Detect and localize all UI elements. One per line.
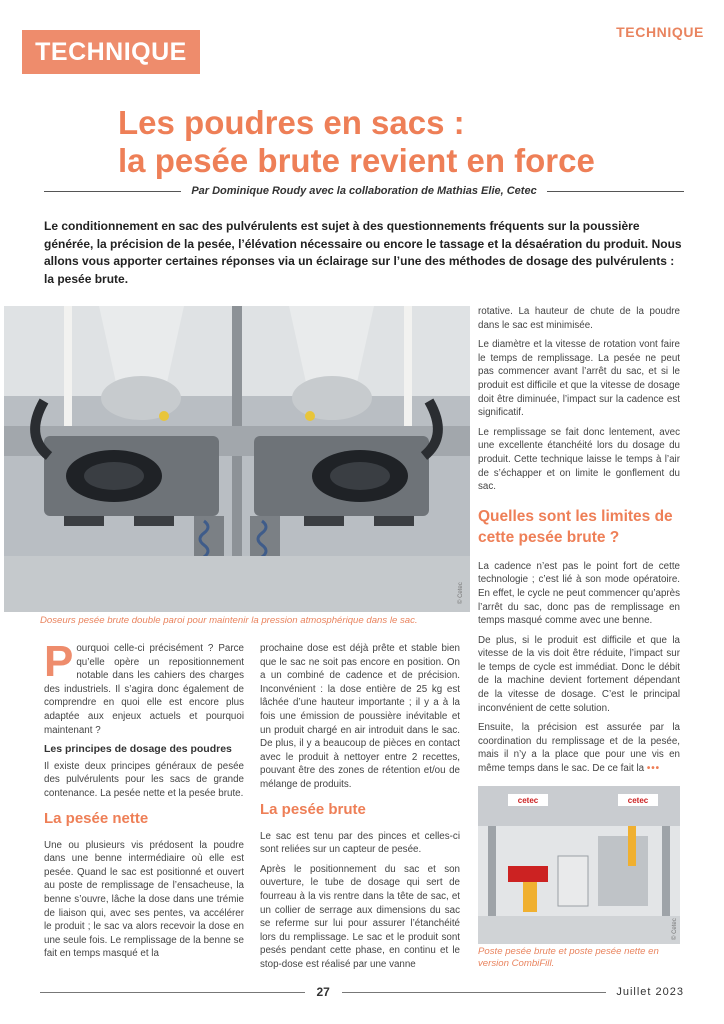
divider: [342, 992, 607, 993]
section-badge: TECHNIQUE: [22, 30, 200, 74]
section-heading: La pesée brute: [260, 800, 366, 818]
paragraph: Il existe deux principes généraux de pesée des pulvérulents pour les sacs de grande contenance. La pesée nette et la pesée brute.: [44, 760, 244, 799]
section-heading: Quelles sont les limites de cette pesée brute ?: [478, 507, 673, 546]
intro-paragraph: Le conditionnement en sac des pulvérulents est sujet à des questionnements fréquents sur la poussière générée, la précision de la pesée, l’élévation nécessaire ou encore le tassage et la désaération du produit. Nous allons vous apporter certaines réponses via un éclairage sur l’une des méthodes de dosage des pulvérulents : la pesée brute.: [44, 219, 682, 286]
paragraph: prochaine dose est déjà prête et stable bien que le sac ne soit pas encore en position. On a un combiné de cadence et de précision. Inconvénient : la dose entière de 25 kg est lâchée d’une hauteur importante ; il y a à la fois une émission de poussière inévitable et un produit chargé en air introduit dans le sac. De plus, il y a beaucoup de pièces en contact avec le produit à nettoyer entre 2 recettes, pouvant être des zones de rétention et/ou de mélange de produits.: [260, 643, 460, 790]
combifill-station-illustration: [478, 786, 680, 944]
issue-date: Juillet 2023: [616, 986, 685, 998]
photo-credit: © Cetec: [458, 582, 464, 604]
byline-row: [44, 184, 684, 198]
column-left: [44, 637, 244, 967]
title-line-2: la pesée brute revient en force: [118, 142, 595, 179]
paragraph: Le remplissage se fait donc lentement, avec une excellente étanchéité lors du dosage du produit. Cette technique laisse le temps à l’air de s’échapper et on limite le gonflement du sac.: [478, 426, 680, 493]
main-photo-caption: Doseurs pesée brute double paroi pour maintenir la pression atmosphérique dans le sac.: [40, 615, 418, 626]
paragraph: De plus, si le produit est difficile et que la vitesse de la vis doit être réduite, l’impact sur le temps de cycle est immédiat. Donc le débit de la machine devient fortement dépendant de la vitesse de dosage. C’est le principal inconvénient de cette solution.: [478, 634, 680, 714]
brand-label: cetec: [627, 796, 649, 805]
paragraph: [478, 721, 680, 775]
paragraph: rotative. La hauteur de chute de la poudre dans le sac est minimisée.: [478, 306, 680, 331]
column-right: [478, 305, 680, 782]
drop-cap: P: [44, 637, 74, 686]
secondary-photo: [478, 786, 680, 944]
main-photo: [4, 306, 470, 612]
brand-label: cetec: [517, 796, 539, 805]
title-line-1: Les poudres en sacs :: [118, 104, 465, 141]
section-heading: La pesée nette: [44, 809, 149, 827]
column-middle: [260, 642, 460, 977]
divider: [547, 191, 684, 192]
paragraph: Une ou plusieurs vis prédosent la poudre dans une benne intermédiaire où elle est pesée. Quand le sac est positionné et ouvert au poste de remplissage de l’ensacheuse, la benne s’ouvre, lâche la dose dans une trémie de liaison qui, avec ses pentes, va accélérer le produit ; le sac va alors recevoir la dose en une seule fois. Le remplissage de la benne se fait en temps masqué et la: [44, 839, 244, 960]
bagging-machine-illustration: [4, 306, 470, 612]
divider: [40, 992, 305, 993]
divider: [44, 191, 181, 192]
photo-credit: © Cetec: [672, 918, 678, 940]
page-number: 27: [316, 985, 330, 999]
paragraph: Après le positionnement du sac et son ouverture, le tube de dosage qui sert de fourreau à la vis rentre dans la tête de sac, et un collier de serrage aux dimensions du sac se referme sur lui pour assurer l’étanchéité lors du remplissage. Le sac et le produit sont pesés pendant cette phase, en continu et le stop-dose est réalisé par une vanne: [260, 863, 460, 970]
paragraph: La cadence n’est pas le point fort de cette technologie ; c’est lié à son mode opératoire. En effet, le cycle ne peut commencer qu’après l’arrêt du sac, donc pas de remplissage en temps masqué comme avec une benne.: [478, 560, 680, 627]
section-label: TECHNIQUE: [616, 24, 704, 40]
paragraph-text: Ensuite, la précision est assurée par la coordination du remplissage et de la pesée, mais il n’y a la place que pour une vis en même temps dans le sac. De ce fait la: [478, 722, 680, 775]
byline: Par Dominique Roudy avec la collaboration de Mathias Elie, Cetec: [191, 185, 537, 197]
page-footer: [40, 986, 684, 998]
paragraph: Le sac est tenu par des pinces et celles-ci sont reliées sur un capteur de pesée.: [260, 830, 460, 856]
subheading: Les principes de dosage des poudres: [44, 743, 232, 756]
continuation-marker: •••: [646, 763, 661, 775]
secondary-photo-caption: Poste pesée brute et poste pesée nette en version CombiFill.: [478, 946, 659, 969]
paragraph: [44, 637, 244, 737]
paragraph-text: ourquoi celle-ci précisément ? Parce qu’elle opère un repositionnement notable dans les cahiers des charges des industriels. Il s’agira donc également de comprendre en quoi elle est encore plus adaptée aux enjeux actuels et pourquoi maintenant ?: [44, 643, 244, 736]
paragraph: Le diamètre et la vitesse de rotation vont faire le temps de remplissage. La pesée ne peut pas commencer avant l’arrêt du sac, et si le produit est difficile et que la vitesse de dosage doit être diminuée, l’impact sur la cadence est significatif.: [478, 339, 680, 419]
article-title: [118, 104, 698, 180]
